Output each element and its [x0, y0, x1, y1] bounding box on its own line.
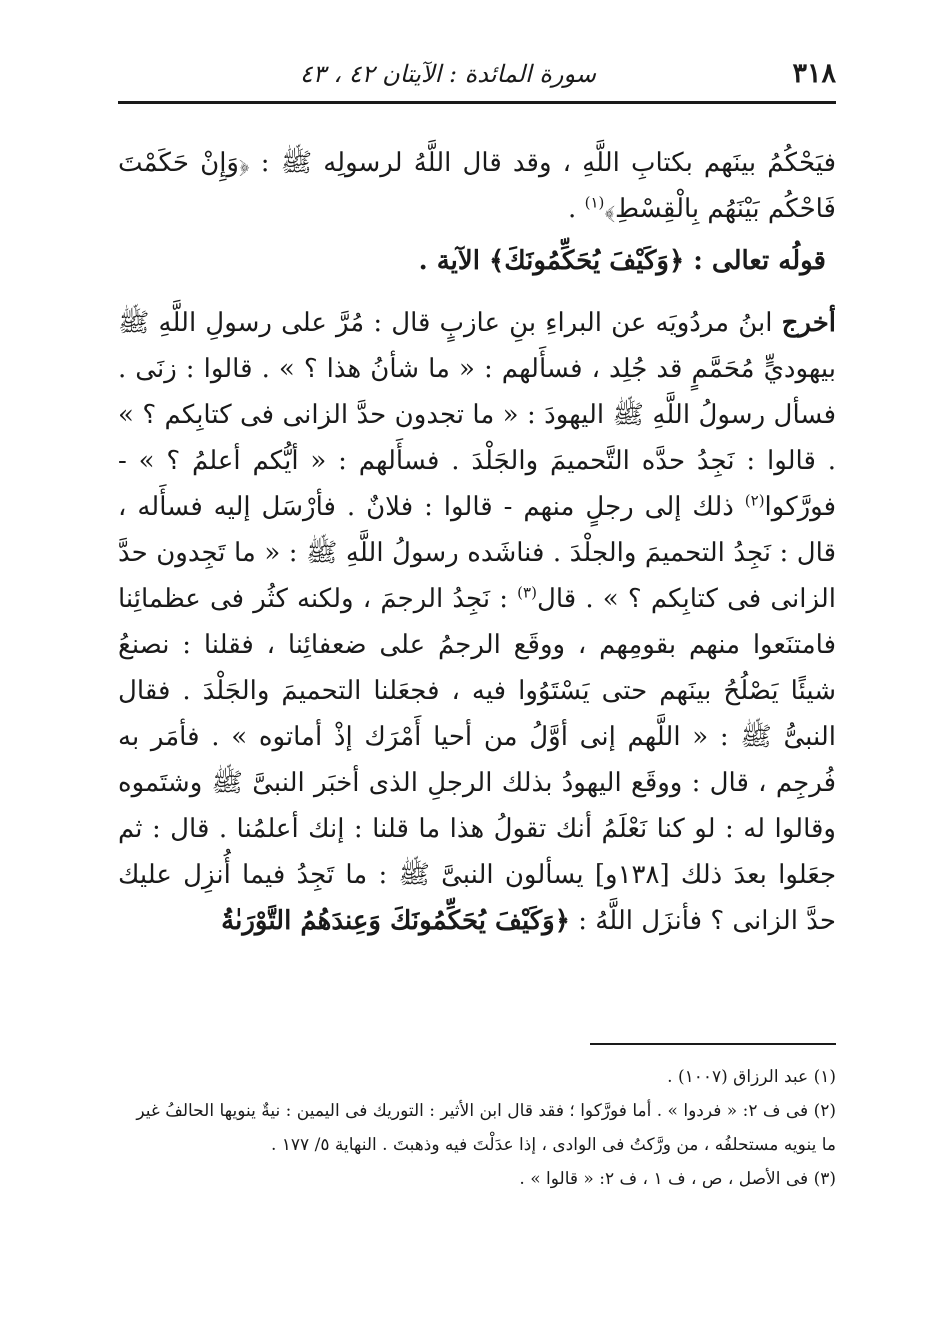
- narration-verse-quote: ﴿وَكَيْفَ يُحَكِّمُونَكَ وَعِندَهُمُ التَّوْرَىٰةُ: [221, 906, 570, 936]
- footnote-3: (٣) فى الأصل ، ص ، ف ١ ، ف ٢: « قالوا » .: [519, 1169, 836, 1189]
- footnote-1: (١) عبد الرزاق (١٠٠٧) .: [667, 1067, 836, 1087]
- verse-heading-quote: ﴿وَكَيْفَ يُحَكِّمُونَكَ﴾: [489, 246, 685, 276]
- narration-text-part-3: : نَجِدُ الرجمَ ، ولكنه كثُر فى عظمائِنا فامتنَعوا منهم بقومِهم ، ووقَع الرجمُ على ضعفائِنا ، فقلنا : نصنعُ شيئًا يَصْلُحُ بينَهم حتى يَسْتَوُوا فيه ، فجعَلنا التحميمَ والجَلْدَ . فقال النبىُّ ﷺ : « اللَّهم إنى أوَّلُ من أحيا أَمْرَك إذْ أماتوه » . فأمَر به فُرجِم ، قال : ووقَع اليهودُ بذلك الرجلِ الذى أخبَر النبىَّ ﷺ وشتَموه وقالوا له : لو كنا نَعْلَمُ أنك تقولُ هذا ما قلنا : إنك أعلمُنا . قال : ثم جعَلوا بعدَ ذلك [١٣٨و] يسألون النبىَّ ﷺ : ما تَجِدُ فيما أُنزِل عليك حدَّ الزانى ؟ فأنزَل اللَّهُ :: [118, 584, 837, 936]
- running-title: سورة المائدة : الآيتان ٤٢ ، ٤٣: [299, 60, 596, 88]
- narration-lead-word: أخرج: [781, 308, 836, 338]
- footnote-2: (٢) فى ف ٢: « فردوا » . أما فورَّكوا ؛ فقد قال ابن الأثير : التوريك فى اليمين : نيةٌ ينويها الحالفُ غير ما ينويه مستحلفُه ، من ورَّكتُ فى الوادى ، إذا عدَلْتَ فيه وذهبتَ . النهاية ٥/ ١٧٧ .: [136, 1101, 836, 1155]
- main-text: [118, 140, 836, 944]
- narration-text-part-2: ذلك إلى رجلٍ منهم - قالوا : فلانٌ . فأرْسَل إليه فسأَله ، قال : نَجِدُ التحميمَ والجلْدَ . فناشَده رسولُ اللَّهِ ﷺ : « ما تَجِدون حدَّ الزانى فى كتابِكم ؟ » . قال: [118, 492, 836, 614]
- verse-heading: [118, 238, 836, 284]
- page-header: [118, 58, 836, 98]
- footnote-rule: [590, 1043, 836, 1045]
- page-number: ٣١٨: [792, 58, 836, 89]
- footnotes: [118, 1060, 836, 1196]
- narration-paragraph: [118, 300, 836, 944]
- opening-paragraph-end: .: [568, 194, 585, 224]
- footnote-ref-3: (٣): [517, 583, 537, 602]
- opening-paragraph-text: فيَحْكُمُ بينَهم بكتابِ اللَّهِ ، وقد قال اللَّهُ لرسولِه ﷺ : ﴿وَإِنْ حَكَمْتَ فَاحْكُم بَيْنَهُم بِالْقِسْطِ﴾: [118, 148, 836, 224]
- verse-heading-label: قولُه تعالى :: [684, 246, 826, 276]
- narration-text-part-1: ابنُ مردُويَه عن البراءِ بنِ عازبٍ قال : مُرَّ على رسولِ اللَّهِ ﷺ بيهوديٍّ مُحَمَّمٍ قد جُلِد ، فسأَلهم : « ما شأنُ هذا ؟ » . قالوا : زنَى . فسأل رسولُ اللَّهِ ﷺ اليهودَ : « ما تجدون حدَّ الزانى فى كتابِكم ؟ » . قالوا : نَجِدُ حدَّه التَّحميمَ والجَلْدَ . فسأَلهم : « أيُّكم أعلمُ ؟ » - فورَّكوا: [118, 308, 836, 522]
- header-rule: [118, 101, 836, 104]
- footnote-ref-1: (١): [584, 193, 605, 212]
- footnote-ref-2: (٢): [744, 491, 765, 510]
- verse-heading-end: الآية .: [418, 246, 490, 276]
- opening-paragraph: [118, 140, 836, 232]
